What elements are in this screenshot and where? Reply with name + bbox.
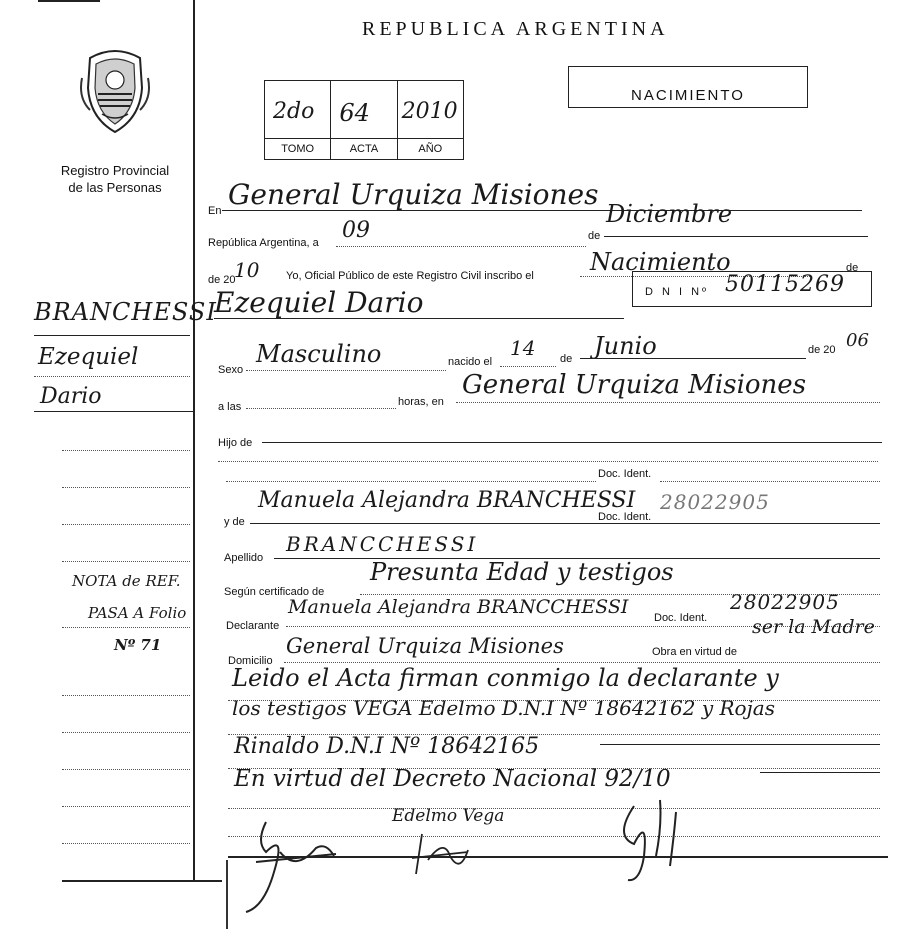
- margin-first-name: Ezequiel: [38, 344, 139, 370]
- birth-day: 14: [510, 336, 536, 360]
- birth-year-label: de 20: [808, 344, 836, 356]
- de-label-2: de: [846, 262, 859, 274]
- apellido-value: BRANCCHESSI: [286, 532, 479, 556]
- margin-dots-d: [62, 561, 190, 562]
- country-title: REPUBLICA ARGENTINA: [362, 18, 669, 40]
- domicilio-value: General Urquiza Misiones: [286, 634, 564, 658]
- dni-value: 50115269: [725, 272, 845, 297]
- top-left-rule: [38, 0, 100, 2]
- margin-note-1: NOTA de REF.: [72, 572, 181, 590]
- margin-rule-2: [34, 376, 190, 377]
- hijo-label: Hijo de: [218, 437, 253, 449]
- margin-rule-3: [34, 411, 194, 412]
- acta-label: ACTA: [331, 138, 396, 159]
- horas-label: horas, en: [398, 396, 444, 408]
- declarante-doc: 28022905: [730, 590, 840, 614]
- yde-label: y de: [224, 516, 245, 528]
- margin-note-2: PASA A Folio: [88, 604, 187, 622]
- provincial-seal: [78, 48, 152, 138]
- en-label: En: [208, 205, 222, 217]
- birth-place: General Urquiza Misiones: [462, 370, 807, 400]
- tomo-label: TOMO: [265, 138, 330, 159]
- month-value: Diciembre: [606, 200, 733, 228]
- year-prefix: de 20: [208, 274, 236, 286]
- father-doc-line-2: [660, 481, 880, 482]
- inscribo-value: Nacimiento: [590, 248, 731, 276]
- obra-label: Obra en virtud de: [652, 646, 737, 658]
- mother-name: Manuela Alejandra BRANCHESSI: [258, 488, 636, 513]
- acta-value: 64: [339, 99, 370, 127]
- father-doc-label: Doc. Ident.: [598, 468, 652, 480]
- notes-rule-3: [600, 744, 880, 745]
- margin-dots-i: [62, 806, 190, 807]
- margin-surname: BRANCHESSI: [34, 298, 217, 326]
- margin-dots-c: [62, 524, 190, 525]
- notes-line-2: los testigos VEGA Edelmo D.N.I Nº 18642162 y Rojas: [232, 696, 775, 720]
- day-value: 09: [342, 218, 370, 243]
- hijo-line-1: [262, 442, 882, 443]
- act-type-box: [568, 66, 808, 108]
- notes-line-3: Rinaldo D.N.I Nº 18642165: [234, 734, 540, 759]
- margin-dots-g: [62, 732, 190, 733]
- place-value: General Urquiza Misiones: [228, 178, 599, 211]
- birth-year-suffix: 06: [846, 330, 869, 351]
- birth-month-line: [580, 358, 806, 359]
- vertical-divider: [193, 0, 195, 880]
- margin-middle-name: Dario: [40, 384, 102, 409]
- witness-signature-mark: [408, 830, 478, 880]
- birth-de-label: de: [560, 353, 573, 365]
- margin-dots-a: [62, 450, 190, 451]
- alas-label: a las: [218, 401, 242, 413]
- nacido-label: nacido el: [448, 356, 493, 368]
- republica-label: República Argentina, a: [208, 237, 319, 249]
- declarante-value: Manuela Alejandra BRANCCHESSI: [288, 596, 629, 618]
- margin-dots-b: [62, 487, 190, 488]
- apellido-label: Apellido: [224, 552, 264, 564]
- father-doc-line: [226, 481, 596, 482]
- notes-rule-4: [760, 772, 880, 773]
- declarante-doc-label: Doc. Ident.: [654, 612, 708, 624]
- mother-doc-label: Doc. Ident.: [598, 511, 652, 523]
- margin-dots-f: [62, 695, 190, 696]
- tomo-value: 2do: [273, 99, 315, 124]
- alas-line: [246, 408, 396, 409]
- witness-signature: Edelmo Vega: [392, 806, 505, 826]
- dni-box: [632, 271, 872, 307]
- obra-value: ser la Madre: [752, 616, 875, 638]
- sexo-line: [246, 370, 446, 371]
- declarante-label: Declarante: [226, 620, 280, 632]
- mother-doc: 28022905: [660, 490, 770, 514]
- segun-label: Según certificado de: [224, 586, 325, 598]
- domicilio-line: [284, 662, 880, 663]
- margin-dots-j: [62, 843, 190, 844]
- domicilio-label: Domicilio: [228, 655, 273, 667]
- record-id-box: [264, 80, 464, 160]
- tomo-cell: [265, 81, 331, 159]
- year-suffix: 10: [234, 258, 260, 282]
- sexo-label: Sexo: [218, 364, 244, 376]
- hijo-line-2: [218, 461, 878, 462]
- margin-dots-e: [62, 627, 190, 628]
- sexo-value: Masculino: [256, 340, 382, 368]
- segun-value: Presunta Edad y testigos: [370, 558, 674, 586]
- margin-rule-1: [34, 335, 190, 336]
- birth-place-line: [456, 402, 880, 403]
- notes-line-1: Leido el Acta firman conmigo la declarante y: [232, 664, 779, 692]
- anio-label: AÑO: [398, 138, 463, 159]
- month-de-label: de: [588, 230, 601, 242]
- registry-name: Registro Provincial de las Personas: [60, 163, 170, 195]
- name-line: [214, 318, 624, 319]
- declarante-signature-mark: [604, 796, 694, 886]
- dni-label: D N I Nº: [645, 286, 710, 298]
- margin-note-3: Nº 71: [114, 636, 162, 654]
- mother-line: [250, 523, 880, 524]
- notes-rule-4b: [228, 808, 880, 809]
- person-name: Ezequiel Dario: [214, 286, 424, 319]
- oficial-signature: [226, 812, 356, 922]
- day-line: [336, 246, 586, 247]
- anio-value: 2010: [401, 99, 458, 124]
- month-line: [604, 236, 868, 237]
- oficial-text: Yo, Oficial Público de este Registro Civil inscribo el: [286, 270, 534, 282]
- margin-dots-h: [62, 769, 190, 770]
- birth-month: Junio: [594, 332, 657, 360]
- bottom-left-rule: [62, 880, 222, 882]
- act-type: NACIMIENTO: [631, 87, 745, 104]
- birth-day-line: [500, 366, 556, 367]
- acta-cell: [331, 81, 397, 159]
- place-line: [222, 210, 862, 211]
- anio-cell: [398, 81, 463, 159]
- notes-line-4: En virtud del Decreto Nacional 92/10: [234, 766, 671, 792]
